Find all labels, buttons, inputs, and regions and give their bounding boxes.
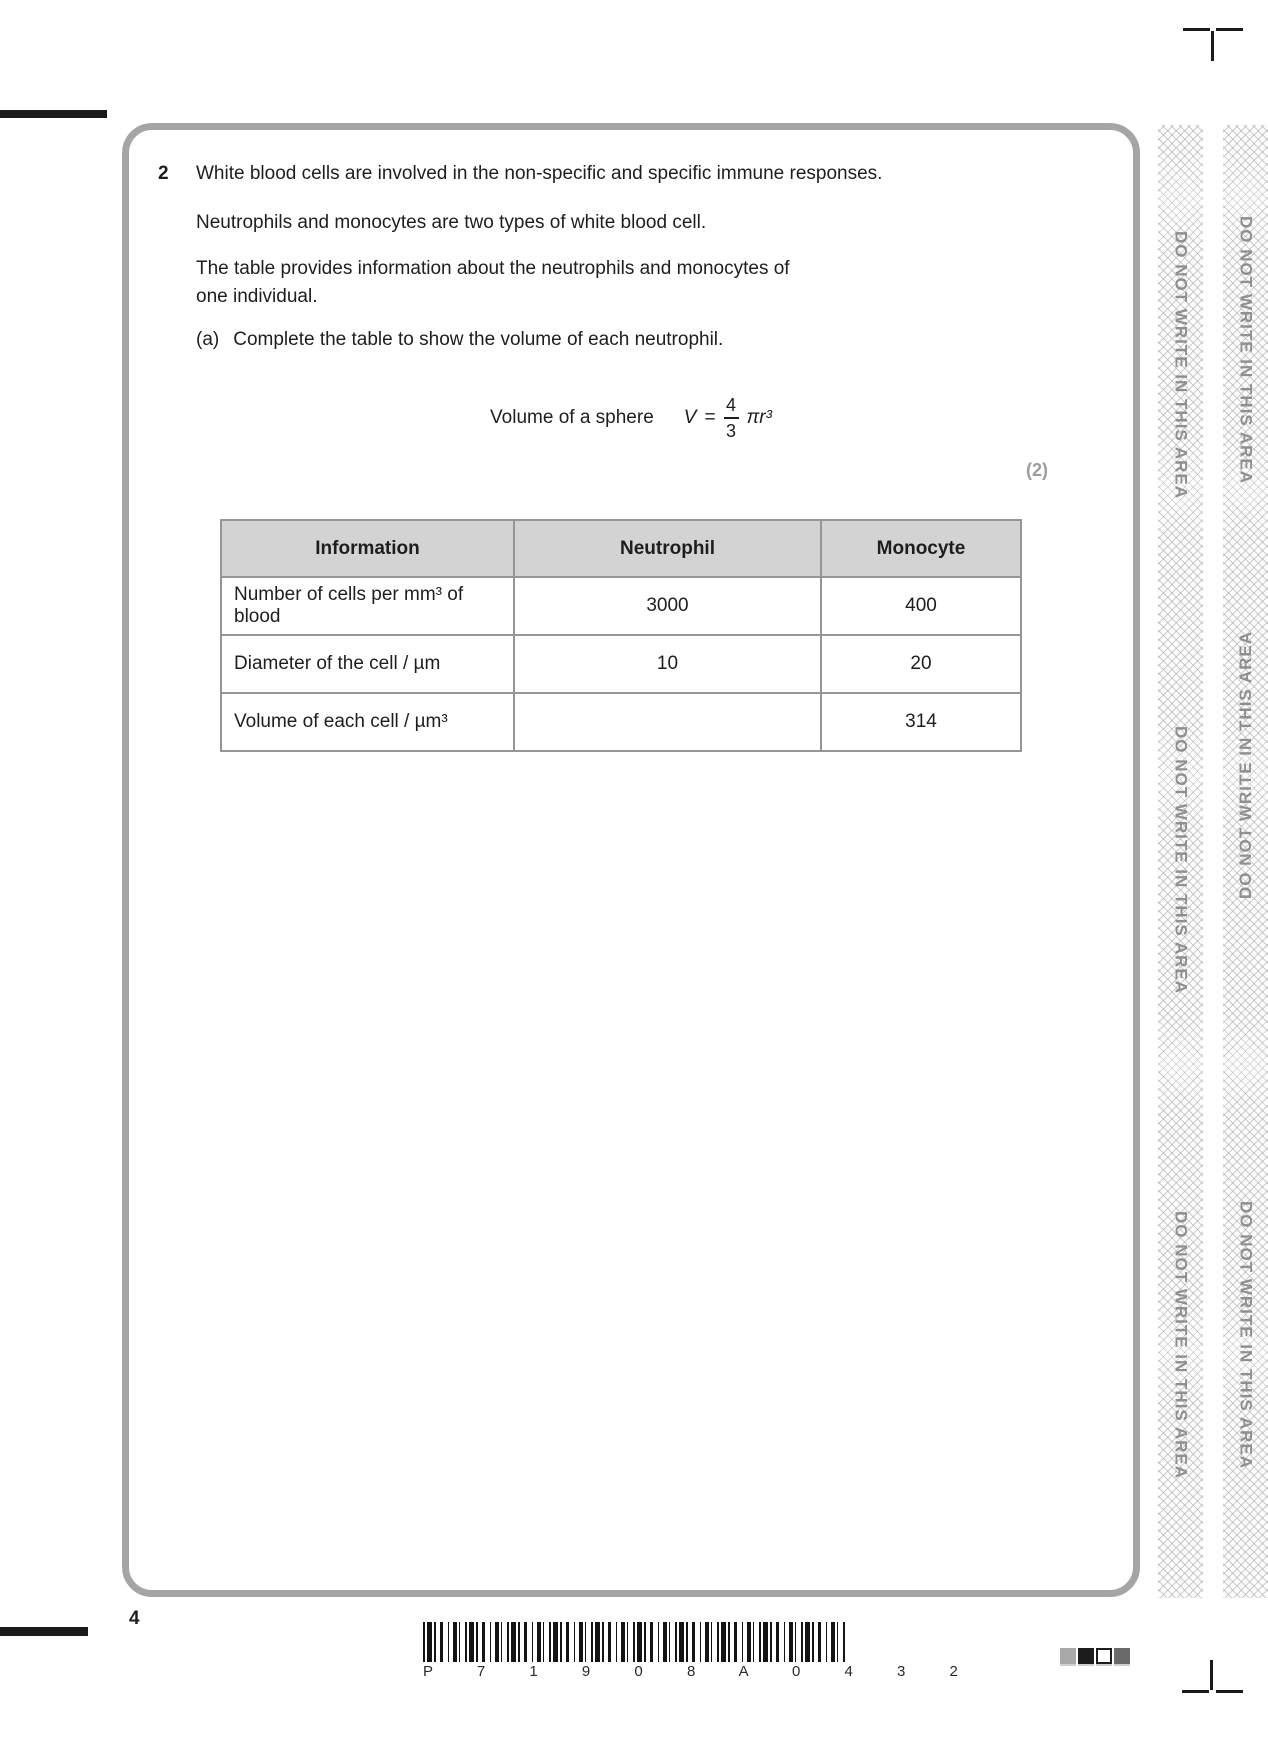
question-intro-line: White blood cells are involved in the non-specific and specific immune responses. bbox=[196, 163, 883, 184]
row-label: Diameter of the cell / µm bbox=[221, 635, 514, 693]
question-number: 2 bbox=[158, 163, 169, 184]
fraction-denominator: 3 bbox=[726, 421, 737, 441]
do-not-write-label: DO NOT WRITE IN THIS AREA bbox=[1171, 230, 1191, 500]
fraction-four-thirds bbox=[724, 396, 739, 440]
part-label: (a) bbox=[196, 329, 220, 350]
crop-mark-top-right bbox=[1183, 28, 1243, 64]
barcode-digits: P 7 1 9 0 8 A 0 4 3 2 bbox=[423, 1663, 978, 1680]
barcode-bars bbox=[423, 1622, 845, 1662]
table-header-information: Information bbox=[221, 520, 514, 577]
empty-answer-cell bbox=[514, 693, 821, 751]
calibration-square bbox=[1078, 1648, 1094, 1664]
formula-expression: πr³ bbox=[746, 407, 772, 428]
table-row bbox=[221, 577, 1021, 635]
neutrophil-value: 3000 bbox=[514, 577, 821, 635]
question-intro-line: one individual. bbox=[196, 286, 318, 307]
crop-mark-bottom-right bbox=[1182, 1660, 1243, 1694]
calibration-square bbox=[1096, 1648, 1112, 1664]
formula-equation bbox=[684, 396, 772, 440]
page-number: 4 bbox=[129, 1608, 140, 1629]
marks-badge: (2) bbox=[1026, 460, 1048, 480]
cells-data-table bbox=[220, 519, 1022, 752]
monocyte-value: 314 bbox=[821, 693, 1021, 751]
do-not-write-margin-outer bbox=[1223, 125, 1268, 1598]
table-row bbox=[221, 693, 1021, 751]
row-label: Number of cells per mm³ of blood bbox=[221, 577, 514, 635]
fraction-bar bbox=[724, 417, 739, 419]
formula-caption: Volume of a sphere bbox=[490, 407, 654, 428]
print-calibration-squares bbox=[1060, 1648, 1130, 1664]
table-header-neutrophil: Neutrophil bbox=[514, 520, 821, 577]
sphere-volume-formula bbox=[129, 380, 1133, 456]
question-intro-line: Neutrophils and monocytes are two types of white blood cell. bbox=[196, 212, 707, 233]
row-label: Volume of each cell / µm³ bbox=[221, 693, 514, 751]
do-not-write-label: DO NOT WRITE IN THIS AREA bbox=[1236, 1200, 1256, 1470]
print-registration-bar-bottom bbox=[0, 1627, 88, 1636]
table-row bbox=[221, 635, 1021, 693]
monocyte-value: 400 bbox=[821, 577, 1021, 635]
do-not-write-margin-inner bbox=[1158, 125, 1203, 1598]
fraction-numerator: 4 bbox=[726, 395, 737, 415]
question-part-a bbox=[196, 329, 723, 351]
print-registration-bar-top bbox=[0, 110, 107, 118]
do-not-write-label: DO NOT WRITE IN THIS AREA bbox=[1235, 630, 1255, 900]
formula-variable: V bbox=[683, 407, 697, 428]
calibration-square bbox=[1060, 1648, 1076, 1664]
table-header-row bbox=[221, 520, 1021, 577]
exam-barcode bbox=[423, 1622, 978, 1680]
equals-sign: = bbox=[704, 407, 716, 428]
table-header-monocyte: Monocyte bbox=[821, 520, 1021, 577]
question-intro-line: The table provides information about the neutrophils and monocytes of bbox=[196, 258, 790, 279]
monocyte-value: 20 bbox=[821, 635, 1021, 693]
part-text: Complete the table to show the volume of each neutrophil. bbox=[233, 329, 724, 350]
question-page-frame bbox=[122, 123, 1140, 1597]
do-not-write-label: DO NOT WRITE IN THIS AREA bbox=[1236, 215, 1256, 485]
do-not-write-label: DO NOT WRITE IN THIS AREA bbox=[1171, 1210, 1191, 1480]
calibration-square bbox=[1114, 1648, 1130, 1664]
neutrophil-value: 10 bbox=[514, 635, 821, 693]
do-not-write-label: DO NOT WRITE IN THIS AREA bbox=[1171, 725, 1191, 995]
